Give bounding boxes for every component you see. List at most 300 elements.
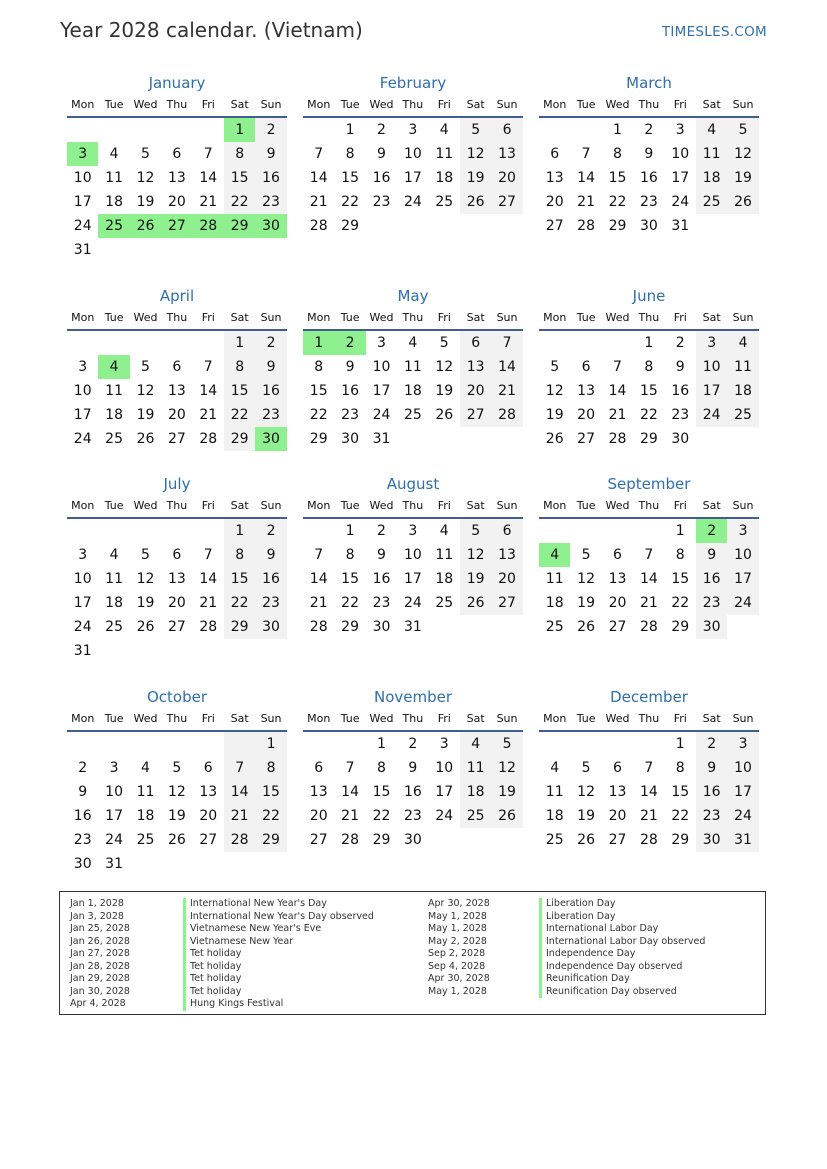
day-cell: 3	[696, 331, 727, 355]
empty-day-cell	[570, 331, 601, 355]
week-row	[303, 379, 523, 403]
week-row	[539, 214, 759, 238]
week-row	[67, 591, 287, 615]
day-cell: 9	[696, 543, 727, 567]
week-row	[67, 756, 287, 780]
empty-day-cell	[224, 639, 255, 663]
week-row	[67, 379, 287, 403]
weekday-label: Sun	[260, 311, 282, 324]
day-cell: 17	[73, 595, 92, 611]
day-cell: 13	[309, 784, 328, 800]
day-cell: 12	[136, 571, 155, 587]
weekday-label: Mon	[71, 311, 95, 324]
weekday-label: Tue	[340, 98, 360, 111]
empty-day-cell	[397, 427, 428, 451]
empty-day-cell	[429, 828, 460, 852]
empty-day-cell	[460, 615, 491, 639]
weekday-label: Mon	[71, 98, 95, 111]
day-cell: 1	[255, 732, 286, 756]
weekday-label: Thu	[638, 499, 660, 512]
day-cell: 21	[639, 595, 658, 611]
site-link[interactable]: TIMESLES.COM	[661, 24, 767, 40]
day-cell: 20	[167, 595, 186, 611]
day-cell: 23	[639, 194, 658, 210]
weekday-header	[539, 708, 759, 732]
day-cell: 10	[403, 547, 422, 563]
empty-day-cell	[193, 639, 224, 663]
weekday-label: Tue	[104, 98, 124, 111]
week-row	[67, 118, 287, 142]
weekday-label: Sat	[230, 98, 249, 111]
week-row	[303, 591, 523, 615]
day-cell: 19	[167, 808, 186, 824]
month-name: November	[373, 688, 453, 706]
holiday-date: Jan 27, 2028	[70, 948, 130, 959]
day-cell: 28	[224, 828, 255, 852]
day-cell: 25	[727, 403, 758, 427]
holiday-name: Liberation Day	[539, 911, 616, 924]
weekday-header	[303, 94, 523, 118]
holiday-date: Jan 25, 2028	[70, 923, 130, 934]
weekday-label: Sun	[496, 712, 518, 725]
day-cell: 10	[73, 170, 92, 186]
day-cell: 12	[460, 142, 491, 166]
weekday-label: Thu	[166, 712, 188, 725]
day-cell: 18	[435, 571, 454, 587]
day-cell: 24	[73, 218, 92, 234]
day-cell: 24	[727, 591, 758, 615]
holiday-date: Jan 1, 2028	[70, 898, 124, 909]
day-cell: 6	[172, 359, 182, 375]
holiday-name: Liberation Day	[539, 898, 616, 911]
day-cell: 30	[372, 619, 391, 635]
holiday-date: Apr 4, 2028	[70, 998, 126, 1009]
day-cell: 22	[671, 595, 690, 611]
empty-day-cell	[633, 519, 664, 543]
day-cell: 8	[314, 359, 324, 375]
day-cell: 7	[613, 359, 622, 375]
empty-day-cell	[539, 331, 570, 355]
day-cell: 16	[671, 383, 690, 399]
day-cell: 20	[608, 808, 627, 824]
weekday-label: Tue	[340, 311, 360, 324]
day-cell: 2	[696, 519, 727, 543]
empty-day-cell	[67, 732, 98, 756]
day-cell: 2	[255, 118, 286, 142]
empty-day-cell	[161, 852, 192, 876]
day-cell: 18	[105, 595, 123, 611]
empty-day-cell	[130, 639, 161, 663]
day-cell: 13	[167, 170, 186, 186]
day-cell: 19	[727, 166, 758, 190]
empty-day-cell	[539, 519, 570, 543]
day-cell: 27	[491, 591, 522, 615]
day-cell: 25	[435, 194, 454, 210]
day-cell: 27	[199, 832, 218, 848]
weekday-label: Sat	[702, 499, 721, 512]
week-row	[539, 756, 759, 780]
day-cell: 21	[224, 804, 255, 828]
empty-day-cell	[130, 852, 161, 876]
day-cell: 29	[639, 431, 658, 447]
month-august	[303, 473, 523, 639]
day-cell: 19	[460, 166, 491, 190]
day-cell: 10	[403, 146, 422, 162]
day-cell: 12	[491, 756, 522, 780]
month-september	[539, 473, 759, 639]
day-cell: 28	[608, 431, 627, 447]
day-cell: 14	[199, 383, 218, 399]
weekday-header	[303, 708, 523, 732]
day-cell: 25	[696, 190, 727, 214]
week-row	[67, 804, 287, 828]
day-cell: 16	[639, 170, 658, 186]
empty-day-cell	[193, 732, 224, 756]
day-cell: 26	[136, 431, 155, 447]
holiday-list	[59, 891, 766, 1015]
day-cell: 5	[460, 519, 491, 543]
day-cell: 11	[105, 170, 123, 186]
week-row	[539, 780, 759, 804]
empty-day-cell	[460, 828, 491, 852]
weekday-label: Sat	[466, 712, 485, 725]
day-cell: 21	[199, 595, 218, 611]
day-cell: 5	[491, 732, 522, 756]
day-cell: 26	[460, 591, 491, 615]
month-name: August	[386, 475, 440, 493]
day-cell: 1	[675, 736, 685, 752]
day-cell: 27	[491, 190, 522, 214]
day-cell: 2	[255, 519, 286, 543]
day-cell: 9	[675, 359, 685, 375]
weekday-label: Sun	[732, 311, 754, 324]
day-cell: 6	[613, 760, 622, 776]
empty-day-cell	[570, 732, 601, 756]
day-cell: 23	[403, 808, 422, 824]
day-cell: 3	[408, 122, 418, 138]
day-cell: 19	[435, 383, 454, 399]
weekday-header	[67, 708, 287, 732]
day-cell: 22	[224, 403, 255, 427]
holiday-date: Apr 30, 2028	[428, 898, 490, 909]
week-row	[67, 238, 287, 262]
empty-day-cell	[303, 519, 334, 543]
day-cell: 13	[167, 571, 186, 587]
day-cell: 23	[372, 595, 391, 611]
day-cell: 15	[341, 170, 359, 186]
day-cell: 17	[727, 567, 758, 591]
day-cell: 30	[255, 615, 286, 639]
weekday-label: Sat	[702, 311, 721, 324]
day-cell: 1	[345, 122, 355, 138]
day-cell: 26	[460, 190, 491, 214]
day-cell: 1	[224, 118, 255, 142]
weekday-label: Thu	[402, 499, 424, 512]
week-row	[303, 118, 523, 142]
day-cell: 15	[608, 170, 627, 186]
weekday-label: Fri	[437, 499, 451, 512]
day-cell: 3	[727, 732, 758, 756]
month-name: April	[159, 287, 195, 305]
weekday-label: Tue	[576, 499, 596, 512]
day-cell: 18	[105, 194, 123, 210]
day-cell: 30	[696, 615, 727, 639]
weekday-label: Tue	[340, 712, 360, 725]
day-cell: 6	[460, 331, 491, 355]
weekday-label: Fri	[673, 311, 687, 324]
empty-day-cell	[727, 615, 758, 639]
empty-day-cell	[429, 615, 460, 639]
holiday-date: May 1, 2028	[428, 985, 487, 997]
day-cell: 11	[460, 756, 491, 780]
day-cell: 10	[73, 571, 92, 587]
week-row	[539, 828, 759, 852]
week-row	[303, 828, 523, 852]
day-cell: 8	[345, 547, 355, 563]
week-row	[539, 732, 759, 756]
weekday-label: Wed	[605, 499, 630, 512]
day-cell: 8	[255, 756, 286, 780]
holiday-name: Tet holiday	[183, 973, 241, 986]
day-cell: 24	[671, 194, 690, 210]
weekday-label: Tue	[576, 98, 596, 111]
day-cell: 21	[639, 808, 658, 824]
weekday-label: Thu	[638, 712, 660, 725]
weekday-label: Sun	[260, 712, 282, 725]
day-cell: 21	[199, 407, 218, 423]
day-cell: 3	[67, 142, 98, 166]
day-cell: 30	[341, 431, 359, 447]
day-cell: 14	[341, 784, 359, 800]
day-cell: 6	[613, 547, 622, 563]
empty-day-cell	[460, 214, 491, 238]
day-cell: 28	[639, 619, 658, 635]
day-cell: 4	[539, 543, 570, 567]
day-cell: 24	[403, 194, 422, 210]
day-cell: 10	[727, 543, 758, 567]
day-cell: 31	[73, 242, 92, 258]
day-cell: 17	[671, 170, 690, 186]
day-cell: 21	[608, 407, 627, 423]
day-cell: 29	[224, 427, 255, 451]
day-cell: 5	[550, 359, 560, 375]
day-cell: 2	[78, 760, 88, 776]
holiday-name: Independence Day	[539, 948, 635, 961]
day-cell: 13	[577, 383, 595, 399]
weekday-header	[67, 495, 287, 519]
day-cell: 30	[255, 214, 286, 238]
weekday-label: Mon	[307, 712, 331, 725]
day-cell: 26	[491, 804, 522, 828]
weekday-label: Sat	[230, 499, 249, 512]
week-row	[67, 519, 287, 543]
day-cell: 25	[105, 431, 123, 447]
day-cell: 8	[613, 146, 622, 162]
empty-day-cell	[602, 732, 633, 756]
empty-day-cell	[130, 732, 161, 756]
empty-day-cell	[539, 732, 570, 756]
day-cell: 6	[172, 547, 182, 563]
month-name: July	[163, 475, 191, 493]
day-cell: 14	[199, 170, 218, 186]
week-row	[539, 355, 759, 379]
week-row	[67, 852, 287, 876]
weekday-label: Thu	[166, 311, 188, 324]
day-cell: 18	[105, 407, 123, 423]
day-cell: 2	[377, 523, 386, 539]
day-cell: 1	[303, 331, 334, 355]
day-cell: 27	[309, 832, 328, 848]
day-cell: 31	[372, 431, 391, 447]
day-cell: 2	[408, 736, 418, 752]
empty-day-cell	[429, 427, 460, 451]
day-cell: 22	[608, 194, 627, 210]
day-cell: 3	[408, 523, 418, 539]
day-cell: 16	[255, 166, 286, 190]
day-cell: 12	[727, 142, 758, 166]
day-cell: 18	[403, 383, 422, 399]
day-cell: 28	[309, 619, 328, 635]
empty-day-cell	[727, 427, 758, 451]
empty-day-cell	[303, 118, 334, 142]
weekday-header	[67, 307, 287, 331]
weekday-label: Thu	[638, 98, 660, 111]
weekday-label: Wed	[605, 712, 630, 725]
day-cell: 8	[224, 543, 255, 567]
day-cell: 22	[309, 407, 328, 423]
empty-day-cell	[130, 238, 161, 262]
day-cell: 3	[78, 547, 88, 563]
day-cell: 18	[696, 166, 727, 190]
week-row	[67, 780, 287, 804]
week-row	[539, 118, 759, 142]
week-row	[303, 355, 523, 379]
weekday-label: Mon	[71, 712, 95, 725]
weekday-header	[539, 307, 759, 331]
day-cell: 30	[403, 832, 422, 848]
empty-day-cell	[255, 852, 286, 876]
weekday-label: Tue	[340, 499, 360, 512]
day-cell: 14	[199, 571, 218, 587]
day-cell: 13	[608, 571, 627, 587]
day-cell: 10	[73, 383, 92, 399]
day-cell: 4	[696, 118, 727, 142]
weekday-label: Fri	[201, 712, 215, 725]
day-cell: 21	[199, 194, 218, 210]
holiday-name: International New Year's Day observed	[183, 911, 374, 924]
day-cell: 14	[491, 355, 522, 379]
week-row	[303, 331, 523, 355]
holiday-name: Tet holiday	[183, 961, 241, 974]
month-june	[539, 285, 759, 451]
day-cell: 8	[224, 142, 255, 166]
day-cell: 3	[675, 122, 685, 138]
month-february	[303, 72, 523, 238]
day-cell: 12	[167, 784, 186, 800]
day-cell: 15	[372, 784, 391, 800]
weekday-header	[67, 94, 287, 118]
holiday-name: Tet holiday	[183, 986, 241, 999]
empty-day-cell	[224, 852, 255, 876]
day-cell: 28	[199, 431, 218, 447]
weekday-label: Wed	[605, 98, 630, 111]
day-cell: 21	[309, 194, 328, 210]
day-cell: 13	[167, 383, 186, 399]
day-cell: 14	[224, 780, 255, 804]
empty-day-cell	[334, 732, 365, 756]
week-row	[539, 804, 759, 828]
week-row	[67, 355, 287, 379]
day-cell: 26	[130, 214, 161, 238]
week-row	[67, 828, 287, 852]
week-row	[303, 804, 523, 828]
day-cell: 1	[224, 519, 255, 543]
day-cell: 17	[105, 808, 123, 824]
day-cell: 6	[581, 359, 591, 375]
weekday-label: Fri	[673, 499, 687, 512]
day-cell: 17	[435, 784, 454, 800]
day-cell: 5	[727, 118, 758, 142]
day-cell: 6	[491, 519, 522, 543]
day-cell: 3	[78, 359, 88, 375]
day-cell: 25	[98, 214, 129, 238]
day-cell: 26	[727, 190, 758, 214]
day-cell: 20	[460, 379, 491, 403]
day-cell: 4	[550, 760, 560, 776]
weekday-label: Sat	[466, 499, 485, 512]
empty-day-cell	[161, 519, 192, 543]
weekday-label: Mon	[307, 499, 331, 512]
day-cell: 25	[545, 619, 564, 635]
day-cell: 17	[372, 383, 391, 399]
day-cell: 23	[255, 403, 286, 427]
day-cell: 19	[577, 808, 595, 824]
day-cell: 31	[105, 856, 123, 872]
day-cell: 11	[403, 359, 422, 375]
day-cell: 9	[255, 543, 286, 567]
weekday-label: Sun	[732, 98, 754, 111]
day-cell: 8	[345, 146, 355, 162]
week-row	[67, 403, 287, 427]
day-cell: 7	[491, 331, 522, 355]
day-cell: 27	[167, 431, 186, 447]
month-name: May	[397, 287, 429, 305]
weekday-header	[303, 495, 523, 519]
day-cell: 15	[224, 567, 255, 591]
day-cell: 9	[255, 142, 286, 166]
day-cell: 24	[435, 808, 454, 824]
day-cell: 1	[644, 335, 654, 351]
day-cell: 23	[696, 591, 727, 615]
empty-day-cell	[224, 732, 255, 756]
day-cell: 24	[696, 403, 727, 427]
week-row	[539, 615, 759, 639]
empty-day-cell	[491, 615, 522, 639]
day-cell: 4	[727, 331, 758, 355]
weekday-label: Sat	[466, 98, 485, 111]
day-cell: 29	[224, 615, 255, 639]
weekday-label: Tue	[104, 499, 124, 512]
day-cell: 12	[577, 784, 595, 800]
day-cell: 26	[545, 431, 564, 447]
day-cell: 16	[73, 808, 92, 824]
month-may	[303, 285, 523, 451]
day-cell: 12	[136, 383, 155, 399]
day-cell: 20	[491, 567, 522, 591]
day-cell: 8	[644, 359, 654, 375]
day-cell: 3	[439, 736, 449, 752]
month-name: October	[146, 688, 208, 706]
